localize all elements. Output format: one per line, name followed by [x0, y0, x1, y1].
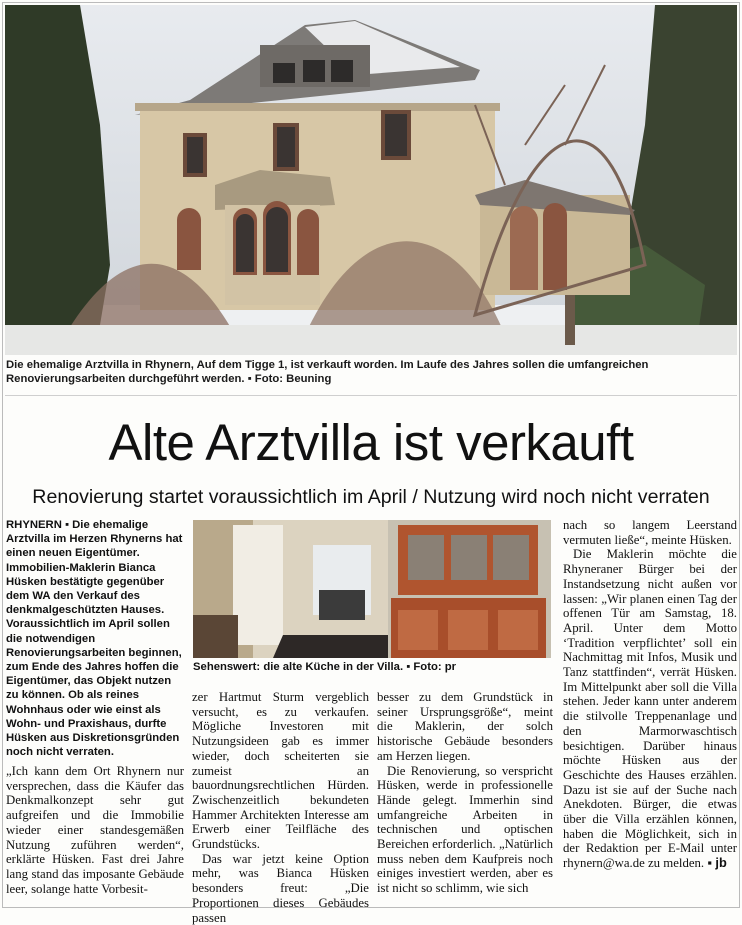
kitchen-illustration — [193, 520, 551, 658]
byline: ▪ jb — [707, 855, 727, 871]
kitchen-caption: Sehenswert: die alte Küche in der Villa. ▪ Foto: pr — [193, 661, 457, 673]
headline: Alte Arztvilla ist verkauft — [108, 414, 634, 471]
villa-illustration — [5, 5, 737, 355]
paragraph — [563, 547, 737, 870]
paragraph: „Ich kann dem Ort Rhynern nur versprechen, dass die Käufer das Denkmalkonzept sehr gut aufgreifen und die Immobilie wieder einer standesgemäßen Nutzung zuführen werden“, erklärte Hüsken. Fast drei Jahre lang stand das imposante Gebäude leer, solange hatte Vorbesit- — [6, 764, 184, 896]
kitchen-photo — [193, 520, 551, 658]
paragraph: Die Renovierung, so verspricht Hüsken, werde in professionelle Hände gelegt. Immerhin sind umfangreiche Arbeiten in technischen und optischen Bereichen erforderlich. „Natürlich muss neben dem Kaufpreis noch einiges investiert werden, aber es ist nicht so schlimm, wie sich — [377, 763, 553, 896]
paragraph: nach so langem Leerstand vermuten ließe“, meinte Hüsken. — [563, 518, 737, 547]
article-column-3 — [377, 690, 553, 896]
photo-caption: Die ehemalige Arztvilla in Rhynern, Auf dem Tigge 1, ist verkauft worden. Im Laufe des Jahres sollen die umfangreichen Renovierungsarbeiten durchgeführt werden. ▪ Foto: Beuning — [6, 359, 649, 385]
paragraph-text: Die Maklerin möchte die Rhyneraner Bürger bei der Instandsetzung nicht außen vor lassen: „Wir planen einen Tag der offenen Tür am Samstag, 18. April. Unter dem Motto ‘Tradition verpflichtet’ soll ein Nachmittag mit Infos, Musik und Tanz stattfinden“, verrät Hüsken. Im Mittelpunkt aber soll die Villa stehen. Jeder kann unter anderem die stilvolle Treppenanlage und den Marmorwaschtisch besichtigen. Darüber hinaus möchte Hüsken aus der Geschichte des Hauses erzählen. Dazu ist sie auf der Suche nach Anekdoten. Bürger, die etwas über die Villa erzählen können, haben die Möglichkeit, sich in der Redaktion per E-Mail unter rhynern@wa.de zu melden. — [563, 547, 737, 871]
article-column-4 — [563, 518, 737, 871]
article-column-2 — [192, 690, 369, 925]
paragraph: Das war jetzt keine Option mehr, was Bianca Hüsken besonders freut: „Die Proportionen dieses Gebäudes passen — [192, 851, 369, 925]
article-column-1 — [6, 764, 184, 896]
lead-paragraph: RHYNERN ▪ Die ehemalige Arztvilla im Herzen Rhynerns hat einen neuen Eigentümer. Immobilien-Maklerin Bianca Hüsken bestätigte gegenüber dem WA den Verkauf des denkmalgeschützten Hauses. Voraussichtlich im April sollen die notwendigen Renovierungsarbeiten beginnen, zum Ende des Jahres hoffen die Eigentümer, das Objekt nutzen zu können. Ob als reines Wohnhaus oder wie einst als Wohn- und Praxishaus, durfte Hüsken aus Diskretionsgründen noch nicht verraten. — [6, 519, 183, 759]
villa-photo — [5, 5, 737, 355]
paragraph: besser zu dem Grundstück in seiner Ursprungsgröße“, meint die Maklerin, der solch historische Gebäude besonders am Herzen liegen. — [377, 690, 553, 763]
subheadline: Renovierung startet voraussichtlich im April / Nutzung wird noch nicht verraten — [32, 486, 710, 508]
paragraph: zer Hartmut Sturm vergeblich versucht, es zu verkaufen. Mögliche Investoren mit Nutzungsideen gab es immer wieder, doch scheiterten sie zumeist an bauordnungsrechtlichen Hürden. Zwischenzeitlich bekundeten Hammer Architekten Interesse am Erwerb einer Teilfläche des Grundstücks. — [192, 690, 369, 852]
divider — [5, 395, 737, 396]
